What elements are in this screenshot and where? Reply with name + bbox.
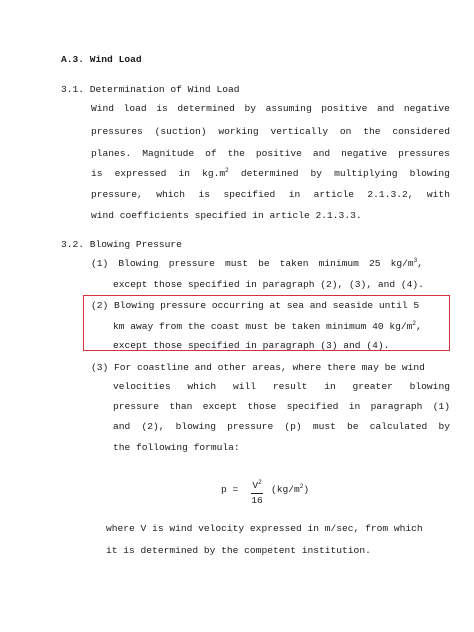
word: must — [224, 258, 248, 269]
word: and — [113, 421, 131, 432]
word: than — [169, 401, 193, 412]
superscript: 2 — [412, 320, 416, 327]
paragraph-line — [91, 103, 450, 114]
paragraph-line — [91, 126, 450, 137]
word: in — [288, 189, 301, 200]
word: greater — [352, 381, 393, 392]
paragraph-line — [91, 168, 450, 179]
word: (p) — [284, 421, 302, 432]
word: determined — [177, 103, 235, 114]
subsection-title-3-1: 3.1. Determination of Wind Load — [61, 84, 240, 95]
word: considered — [392, 126, 450, 137]
word: is — [198, 189, 211, 200]
word: in — [178, 168, 191, 179]
word: Wind — [91, 103, 115, 114]
word: pressures — [398, 148, 450, 159]
word: (2), — [141, 421, 165, 432]
punctuation: , — [415, 321, 422, 332]
superscript: 2 — [225, 167, 229, 174]
unit-word — [391, 258, 423, 269]
list-item-3-line: (3) For coastline and other areas, where there may be wind — [91, 362, 425, 373]
superscript: 2 — [299, 483, 304, 490]
word: be — [258, 258, 270, 269]
word: blowing — [175, 421, 216, 432]
word: vertically — [270, 126, 329, 137]
word: the — [227, 148, 245, 159]
word: (1) — [432, 401, 450, 412]
word: on — [339, 126, 352, 137]
word: those — [247, 401, 277, 412]
word: 25 — [368, 258, 381, 269]
word: with — [426, 189, 450, 200]
word: pressure — [168, 258, 215, 269]
word: Magnitude — [142, 148, 195, 159]
list-item-1-line: except those specified in paragraph (2), (3), and (4). — [113, 279, 424, 290]
word: positive — [255, 148, 302, 159]
list-item-2-line: except those specified in paragraph (3) and (4). — [113, 340, 390, 351]
word: minimum — [318, 258, 359, 269]
word: pressure, — [91, 189, 143, 200]
word: must — [312, 421, 336, 432]
word: pressures — [91, 126, 143, 137]
word: blowing — [409, 381, 450, 392]
subsection-title-3-2: 3.2. Blowing Pressure — [61, 239, 182, 250]
word: blowing — [409, 168, 450, 179]
list-item-2-line: (2) Blowing pressure occurring at sea and seaside until 5 — [91, 300, 420, 311]
word: calculated — [369, 421, 428, 432]
word: paragraph — [370, 401, 423, 412]
word: by — [438, 421, 450, 432]
word: kg/m — [390, 258, 414, 269]
word: is — [156, 103, 168, 114]
formula-denominator: 16 — [251, 495, 263, 506]
word: which — [156, 189, 186, 200]
fraction-bar — [251, 493, 263, 494]
list-item-3-line — [113, 421, 450, 432]
word: Blowing — [118, 258, 159, 269]
word: kg.m — [202, 168, 226, 179]
paragraph-line — [91, 148, 450, 159]
formula-unit — [271, 484, 309, 495]
word: pressure — [113, 401, 160, 412]
superscript: 3 — [413, 257, 418, 264]
word: working — [218, 126, 259, 137]
formula-numerator — [251, 480, 263, 492]
unit: (kg/m — [271, 484, 300, 495]
word: velocities — [113, 381, 171, 392]
word: the — [363, 126, 381, 137]
word: in — [348, 401, 361, 412]
list-item-1-line — [91, 258, 423, 269]
word: (suction) — [154, 126, 207, 137]
word: negative — [341, 148, 388, 159]
paragraph-line: it is determined by the competent institution. — [106, 545, 371, 556]
list-number: (1) — [91, 258, 109, 269]
section-heading: A.3. Wind Load — [61, 54, 142, 65]
word: multiplying — [334, 168, 398, 179]
word: negative — [403, 103, 450, 114]
paragraph-line: where V is wind velocity expressed in m/sec, from which — [106, 523, 423, 534]
word: is — [91, 168, 103, 179]
formula-fraction — [251, 480, 263, 507]
word: be — [347, 421, 359, 432]
word: pressure — [227, 421, 274, 432]
punctuation: ) — [303, 484, 310, 495]
unit-word — [202, 168, 229, 179]
variable: V — [252, 480, 259, 491]
superscript: 2 — [258, 479, 262, 486]
word: specified — [223, 189, 276, 200]
word: and — [312, 148, 331, 159]
word: determined — [240, 168, 299, 179]
word: taken — [279, 258, 309, 269]
word: assuming — [265, 103, 312, 114]
word: load — [123, 103, 147, 114]
word: positive — [321, 103, 368, 114]
formula-lhs: p = — [221, 484, 239, 495]
text: km away from the coast must be taken minimum 40 kg/m — [113, 321, 413, 332]
word: article — [313, 189, 354, 200]
list-item-3-line — [113, 381, 450, 392]
word: in — [324, 381, 336, 392]
word: by — [244, 103, 257, 114]
word: and — [376, 103, 395, 114]
word: result — [272, 381, 308, 392]
word: except — [202, 401, 238, 412]
list-item-3-line — [113, 401, 450, 412]
word: expressed — [114, 168, 167, 179]
word: 2.1.3.2, — [367, 189, 414, 200]
word: planes. — [91, 148, 132, 159]
word: of — [205, 148, 217, 159]
word: will — [233, 381, 257, 392]
punctuation: , — [417, 258, 423, 269]
word: by — [310, 168, 323, 179]
list-item-3-line: the following formula: — [113, 442, 240, 453]
list-item-2-line — [113, 321, 422, 332]
word: specified — [286, 401, 339, 412]
paragraph-line: wind coefficients specified in article 2.1.3.3. — [91, 210, 362, 221]
word: which — [187, 381, 217, 392]
paragraph-line — [91, 189, 450, 200]
